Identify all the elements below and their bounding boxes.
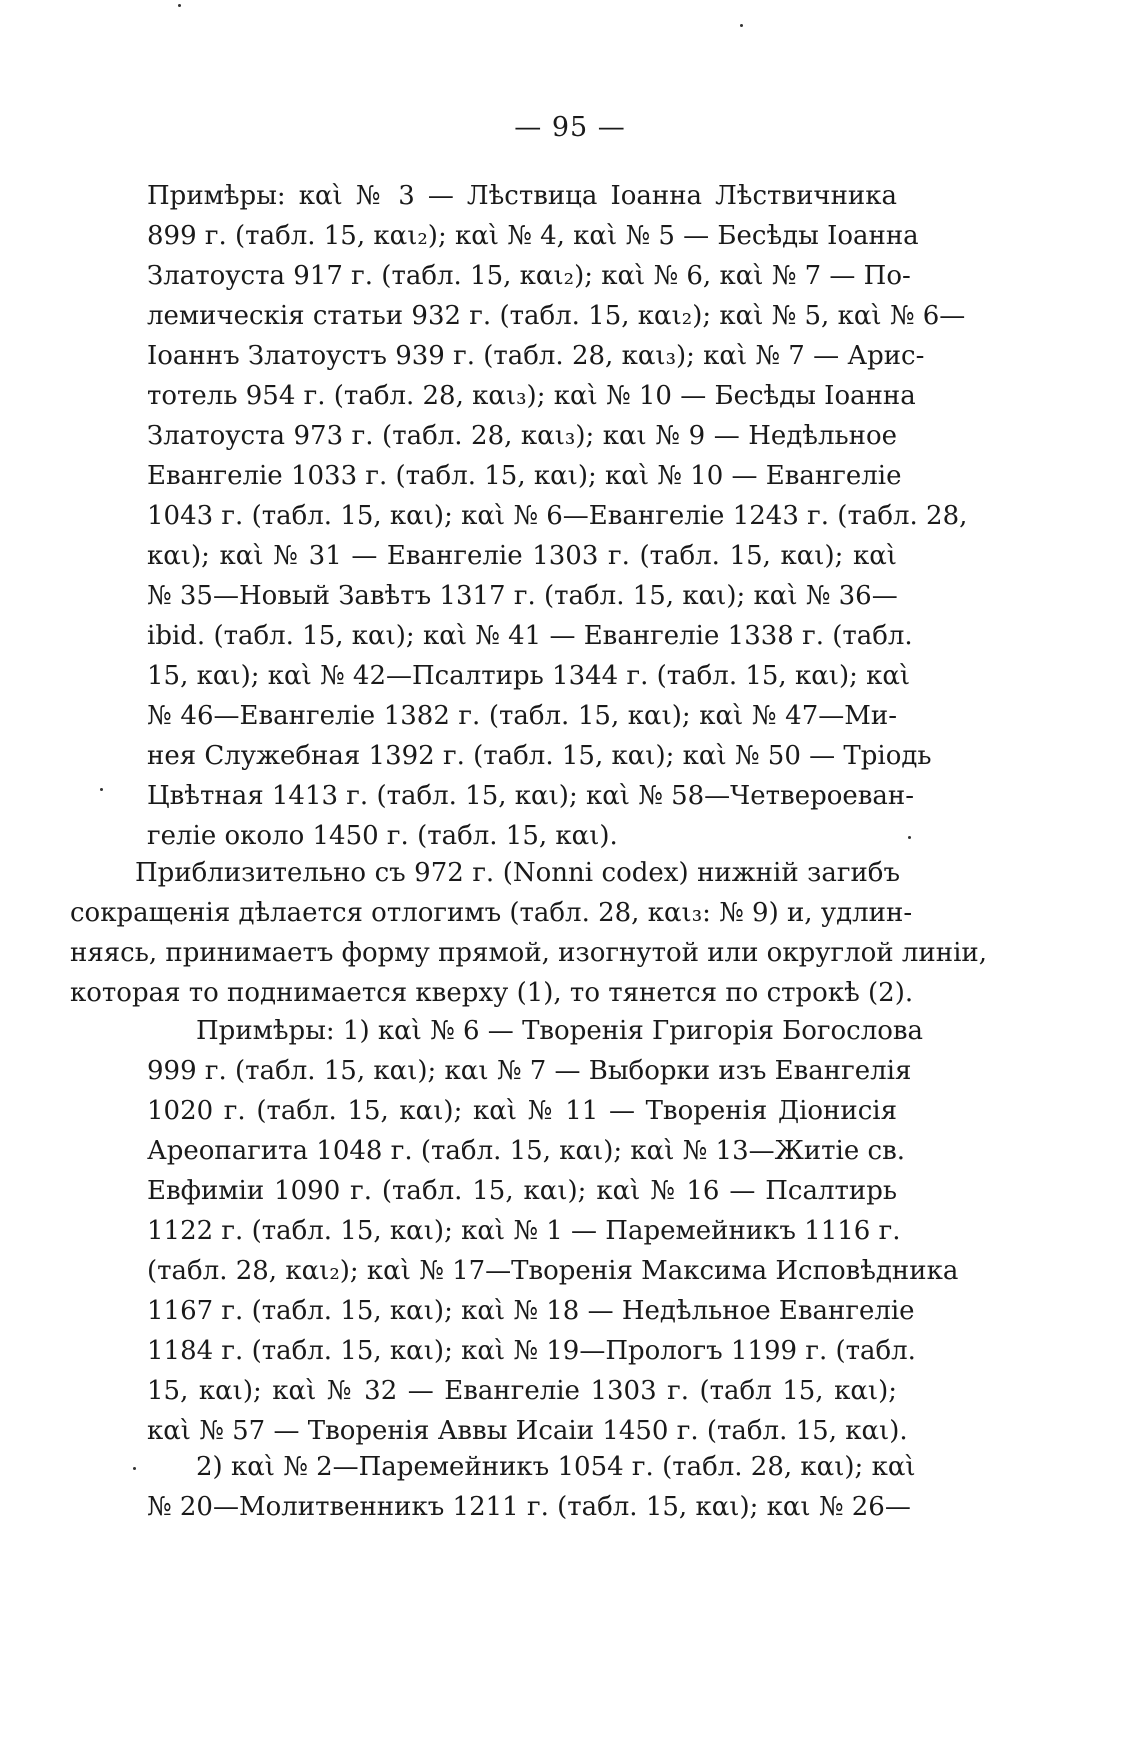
text-line: (табл. 28, και₂); καὶ № 17—Творенія Максима Исповѣдника (147, 1256, 959, 1286)
paragraph-examples-3 (147, 1447, 916, 1527)
text-line: лемическія статьи 932 г. (табл. 15, και₂); καὶ № 5, καὶ № 6— (147, 301, 966, 331)
paper-speck (178, 4, 181, 7)
text-line: 1043 г. (табл. 15, και); καὶ № 6—Евангеліе 1243 г. (табл. 28, (147, 501, 968, 531)
text-line: няясь, принимаетъ форму прямой, изогнутой или округлой линіи, (70, 938, 987, 968)
text-line: Цвѣтная 1413 г. (табл. 15, και); καὶ № 58—Четвероеван- (147, 781, 915, 811)
text-line: сокращенія дѣлается отлогимъ (табл. 28, και₃: № 9) и, удлин- (70, 898, 913, 928)
text-line: геліе около 1450 г. (табл. 15, και). (147, 821, 618, 851)
text-line: Примѣры: καὶ № 3 — Лѣствица Іоанна Лѣствичника (147, 181, 897, 211)
paragraph-examples-2 (147, 1011, 959, 1451)
text-line: № 46—Евангеліе 1382 г. (табл. 15, και); καὶ № 47—Ми- (147, 701, 897, 731)
text-line: 15, και); καὶ № 42—Псалтирь 1344 г. (табл. 15, και); καὶ (147, 661, 911, 691)
paragraph-examples-1 (147, 176, 968, 856)
text-line: 15, και); καὶ № 32 — Евангеліе 1303 г. (табл 15, και); (147, 1376, 897, 1406)
paper-speck (740, 24, 743, 27)
text-line: Златоуста 917 г. (табл. 15, και₂); καὶ № 6, καὶ № 7 — По- (147, 261, 911, 291)
text-line: Златоуста 973 г. (табл. 28, και₃); και № 9 — Недѣльное (147, 421, 897, 451)
paragraph-body (70, 853, 1070, 1013)
text-line: нея Служебная 1392 г. (табл. 15, και); καὶ № 50 — Тріодь (147, 741, 932, 771)
text-line: № 20—Молитвенникъ 1211 г. (табл. 15, και); και № 26— (147, 1492, 911, 1522)
text-line: καὶ № 57 — Творенія Аввы Исаіи 1450 г. (табл. 15, και). (147, 1416, 908, 1446)
text-line: Евангеліе 1033 г. (табл. 15, και); καὶ № 10 — Евангеліе (147, 461, 902, 491)
text-line: Ареопагита 1048 г. (табл. 15, και); καὶ № 13—Житіе св. (147, 1136, 905, 1166)
paper-speck (100, 788, 103, 791)
text-line: тотель 954 г. (табл. 28, και₃); καὶ № 10 — Бесѣды Іоанна (147, 381, 916, 411)
text-line: 1167 г. (табл. 15, και); καὶ № 18 — Недѣльное Евангеліе (147, 1296, 915, 1326)
text-line: 1184 г. (табл. 15, και); καὶ № 19—Прологъ 1199 г. (табл. (147, 1336, 916, 1366)
text-line: και); καὶ № 31 — Евангеліе 1303 г. (табл. 15, και); καὶ (147, 541, 897, 571)
text-line: 899 г. (табл. 15, και₂); καὶ № 4, καὶ № 5 — Бесѣды Іоанна (147, 221, 919, 251)
text-line: ibid. (табл. 15, και); καὶ № 41 — Евангеліе 1338 г. (табл. (147, 621, 913, 651)
text-line: 999 г. (табл. 15, και); και № 7 — Выборки изъ Евангелія (147, 1056, 912, 1086)
text-line: № 35—Новый Завѣтъ 1317 г. (табл. 15, και); καὶ № 36— (147, 581, 898, 611)
text-line: Примѣры: 1) καὶ № 6 — Творенія Григорія Богослова (196, 1016, 924, 1046)
text-line: Приблизительно съ 972 г. (Nonni codex) нижній загибъ (135, 858, 900, 888)
text-line: 1122 г. (табл. 15, και); καὶ № 1 — Паремейникъ 1116 г. (147, 1216, 901, 1246)
text-line: которая то поднимается кверху (1), то тянется по строкѣ (2). (70, 978, 914, 1008)
page-number: — 95 — (514, 112, 626, 143)
text-line: Евфиміи 1090 г. (табл. 15, και); καὶ № 16 — Псалтирь (147, 1176, 897, 1206)
paper-speck (908, 836, 911, 839)
text-line: Іоаннъ Златоустъ 939 г. (табл. 28, και₃); καὶ № 7 — Арис- (147, 341, 925, 371)
paper-speck (133, 1467, 136, 1470)
text-line: 1020 г. (табл. 15, και); καὶ № 11 — Творенія Діонисія (147, 1096, 897, 1126)
text-line: 2) καὶ № 2—Паремейникъ 1054 г. (табл. 28, και); καὶ (196, 1452, 916, 1482)
